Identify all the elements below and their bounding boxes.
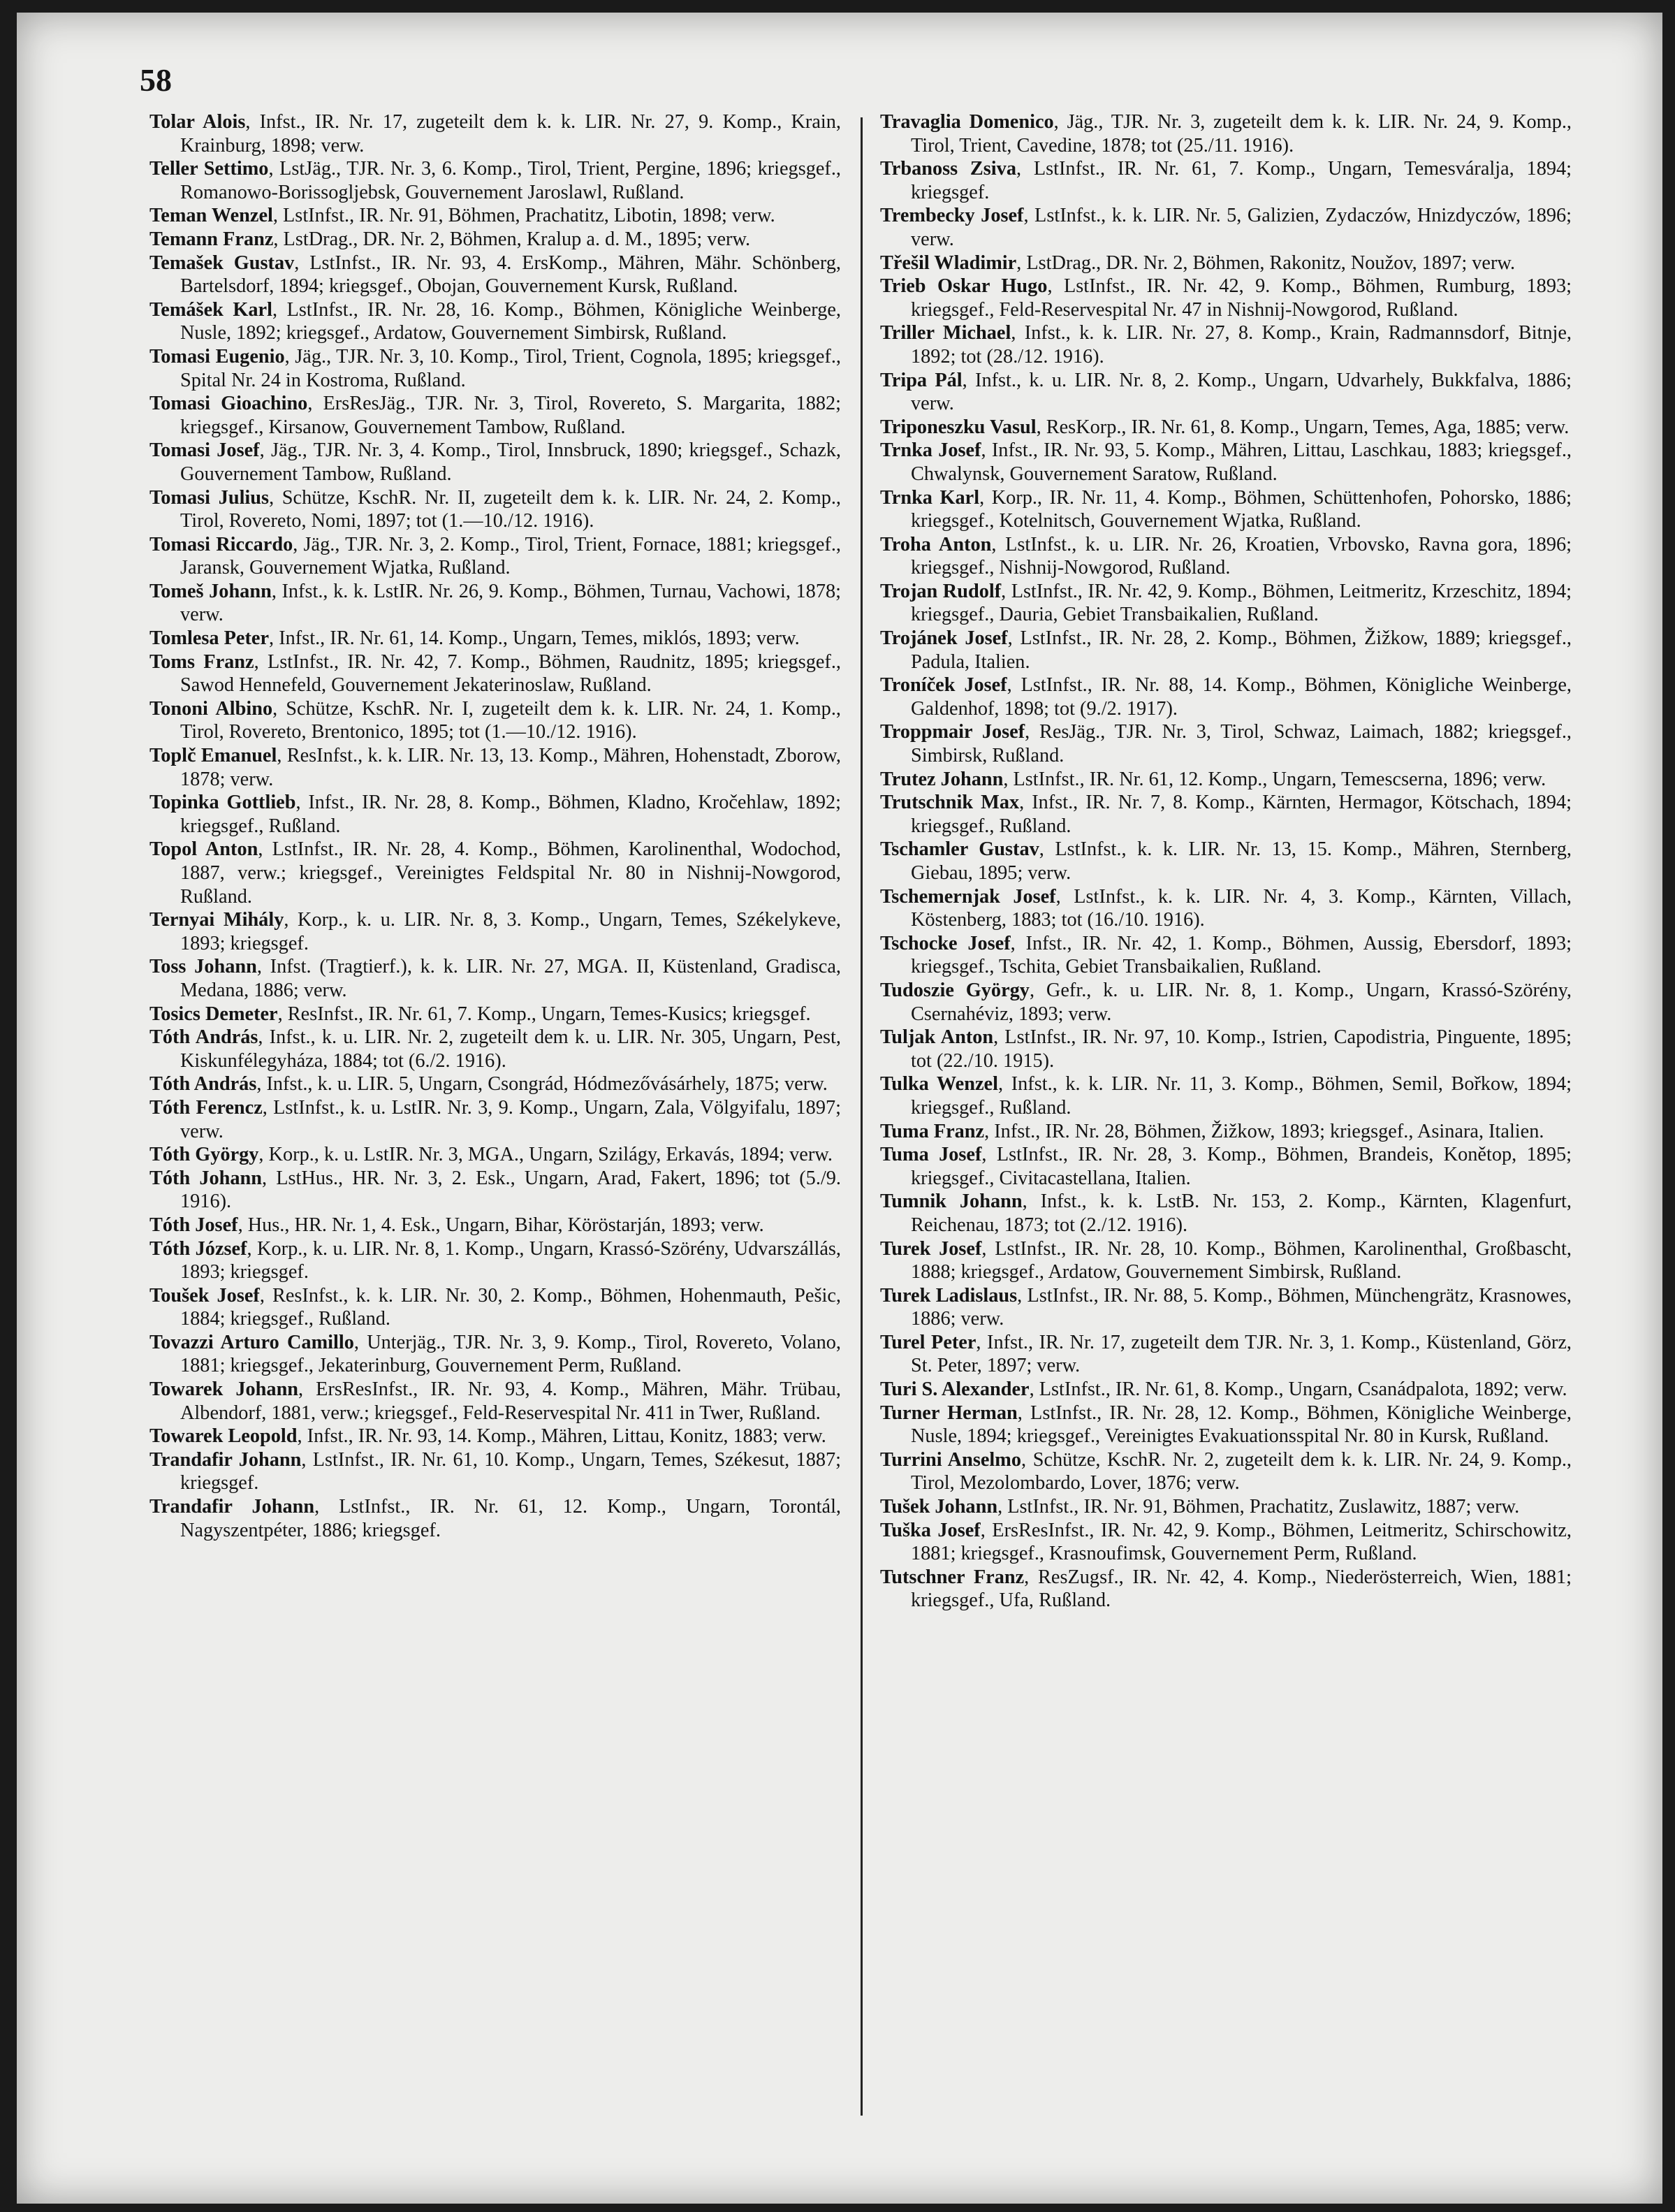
entry-name: Tomeš Johann [149, 580, 272, 602]
entry-name: Tudoszie György [880, 979, 1030, 1001]
entry-name: Tomasi Gioachino [149, 393, 308, 415]
entry-name: Towarek Johann [149, 1378, 299, 1401]
register-entry [880, 416, 1572, 439]
entry-name: Tomasi Josef [149, 439, 260, 462]
entry-name: Tuma Josef [880, 1144, 982, 1166]
entry-details: , LstHus., HR. Nr. 3, 2. Esk., Ungarn, Arad, Fakert, 1896; tot (5./9. 1916). [180, 1167, 841, 1213]
register-entry [149, 650, 841, 697]
register-entry [880, 674, 1572, 720]
entry-name: Trnka Karl [880, 486, 980, 509]
entry-details: , LstInfst., IR. Nr. 28, 10. Komp., Böhmen, Karolinenthal, Großbascht, 1888; kriegsgef., Ardatow, Gouvernement Simbirsk, Rußland. [911, 1237, 1572, 1283]
register-entry [880, 1190, 1572, 1237]
register-entry [880, 252, 1572, 275]
entry-name: Triller Michael [880, 322, 1011, 344]
entry-name: Troha Anton [880, 533, 992, 555]
entry-name: Travaglia Domenico [880, 111, 1054, 133]
entry-name: Tóth Ferencz [149, 1096, 263, 1119]
register-entry [880, 838, 1572, 885]
entry-name: Trbanoss Zsiva [880, 158, 1016, 180]
entry-details: , LstInfst., IR. Nr. 61, 8. Komp., Ungarn, Csanádpalota, 1892; verw. [1029, 1378, 1567, 1401]
entry-name: Topinka Gottlieb [149, 792, 296, 814]
entry-name: Temann Franz [149, 228, 274, 250]
entry-details: , LstInfst., IR. Nr. 88, 14. Komp., Böhmen, Königliche Weinberge, Galdenhof, 1898; tot (9./2. 1917). [911, 674, 1572, 720]
entry-name: Triponeszku Vasul [880, 416, 1037, 438]
register-entry [880, 1284, 1572, 1331]
entry-name: Toušek Josef [149, 1284, 260, 1307]
register-entry [149, 1214, 841, 1237]
register-entry [880, 110, 1572, 157]
entry-name: Trutez Johann [880, 768, 1004, 790]
entry-details: , LstInfst., IR. Nr. 61, 12. Komp., Ungarn, Torontál, Nagyszentpéter, 1886; kriegsgef. [180, 1496, 841, 1541]
entry-name: Tripa Pál [880, 369, 963, 391]
entry-details: , LstInfst., IR. Nr. 28, 3. Komp., Böhmen, Brandeis, Konětop, 1895; kriegsgef., Civitacastellana, Italien. [911, 1144, 1572, 1189]
register-entry [149, 486, 841, 533]
entry-details: , LstInfst., k. u. LIR. Nr. 26, Kroatien, Vrbovsko, Ravna gora, 1896; kriegsgef., Nishnij-Nowgorod, Rußland. [911, 533, 1572, 579]
register-entry [880, 1519, 1572, 1566]
entry-details: , Infst., k. u. LIR. Nr. 8, 2. Komp., Ungarn, Udvarhely, Bukkfalva, 1886; verw. [911, 369, 1572, 415]
register-entry [149, 908, 841, 955]
entry-name: Turek Josef [880, 1237, 982, 1260]
entry-name: Tušek Johann [880, 1496, 998, 1518]
document-page [17, 13, 1662, 2204]
entry-name: Tovazzi Arturo Camillo [149, 1331, 354, 1353]
entry-name: Tuma Franz [880, 1120, 985, 1142]
register-entry [149, 1378, 841, 1425]
entry-details: , Jäg., TJR. Nr. 3, 4. Komp., Tirol, Innsbruck, 1890; kriegsgef., Schazk, Gouvernement Tambow, Rußland. [180, 439, 841, 485]
entry-details: , Infst., IR. Nr. 17, zugeteilt dem k. k. LIR. Nr. 27, 9. Komp., Krain, Krainburg, 1898; verw. [180, 111, 841, 157]
entry-details: , Infst., k. k. LstB. Nr. 153, 2. Komp., Kärnten, Klagenfurt, Reichenau, 1873; tot (2./12. 1916). [911, 1191, 1572, 1236]
entry-name: Tóth András [149, 1026, 258, 1049]
entry-details: , Infst., k. k. LIR. Nr. 11, 3. Komp., Böhmen, Semil, Bořkow, 1894; kriegsgef., Rußland. [911, 1073, 1572, 1119]
entry-name: Tosics Demeter [149, 1003, 278, 1025]
entry-details: , Infst., k. u. LIR. 5, Ungarn, Csongrád, Hódmezővásárhely, 1875; verw. [256, 1073, 828, 1096]
entry-details: , Hus., HR. Nr. 1, 4. Esk., Ungarn, Bihar, Köröstarján, 1893; verw. [237, 1214, 764, 1236]
entry-name: Troppmair Josef [880, 721, 1025, 743]
left-column [149, 110, 841, 1542]
entry-name: Tschamler Gustav [880, 838, 1039, 861]
page-number: 58 [140, 62, 172, 98]
entry-details: , Korp., k. u. LIR. Nr. 8, 1. Komp., Ungarn, Krassó-Szörény, Udvarszállás, 1893; kriegsgef. [180, 1237, 841, 1283]
entry-details: , LstInfst., IR. Nr. 91, Böhmen, Prachatitz, Zuslawitz, 1887; verw. [997, 1496, 1520, 1518]
register-entry [149, 955, 841, 1002]
entry-name: Tutschner Franz [880, 1566, 1025, 1588]
entry-name: Trojan Rudolf [880, 580, 1002, 602]
entry-name: Tolar Alois [149, 111, 246, 133]
entry-details: , LstInfst., IR. Nr. 28, 2. Komp., Böhmen, Žižkow, 1889; kriegsgef., Padula, Italien. [911, 627, 1572, 673]
entry-details: , Korp., k. u. LIR. Nr. 8, 3. Komp., Ungarn, Temes, Székelykeve, 1893; kriegsgef. [180, 909, 841, 954]
entry-details: , LstInfst., IR. Nr. 42, 9. Komp., Böhmen, Rumburg, 1893; kriegsgef., Feld-Reservespital Nr. 47 in Nishnij-Nowgorod, Rußland. [911, 275, 1572, 321]
entry-name: Tóth András [149, 1073, 257, 1096]
entry-details: , ResInfst., IR. Nr. 61, 7. Komp., Ungarn, Temes-Kusics; kriegsgef. [277, 1003, 811, 1025]
entry-details: , ErsResInfst., IR. Nr. 42, 9. Komp., Böhmen, Leitmeritz, Schirschowitz, 1881; kriegsgef., Krasnoufimsk, Gouvernement Perm, Rußland. [911, 1519, 1572, 1565]
entry-details: , LstInfst., IR. Nr. 28, 4. Komp., Böhmen, Karolinenthal, Wodochod, 1887, verw.; kriegsgef., Vereinigtes Feldspital Nr. 80 in Nishnij-Nowgorod, Rußland. [180, 838, 841, 908]
register-entry [880, 1120, 1572, 1144]
entry-name: Ternyai Mihály [149, 909, 284, 931]
entry-details: , LstInfst., k. k. LIR. Nr. 4, 3. Komp., Kärnten, Villach, Köstenberg, 1883; tot (16./10. 1916). [911, 885, 1572, 931]
entry-name: Trojánek Josef [880, 627, 1008, 650]
register-entry [149, 1096, 841, 1143]
register-entry [880, 533, 1572, 580]
entry-details: , Jäg., TJR. Nr. 3, 10. Komp., Tirol, Trient, Cognola, 1895; kriegsgef., Spital Nr. 24 in Kostroma, Rußland. [180, 345, 841, 391]
entry-name: Topol Anton [149, 838, 258, 861]
register-entry [149, 392, 841, 439]
register-entry [880, 1237, 1572, 1284]
register-entry [149, 1495, 841, 1542]
register-entry [880, 1072, 1572, 1119]
register-entry [149, 580, 841, 627]
entry-details: , Infst. (Tragtierf.), k. k. LIR. Nr. 27, MGA. II, Küstenland, Gradisca, Medana, 1886; verw. [180, 956, 842, 1001]
register-entry [149, 345, 841, 392]
entry-details: , LstInfst., k. k. LIR. Nr. 13, 15. Komp., Mähren, Sternberg, Giebau, 1895; verw. [911, 838, 1572, 884]
entry-name: Towarek Leopold [149, 1425, 298, 1448]
entry-details: , Infst., IR. Nr. 61, 14. Komp., Ungarn, Temes, miklós, 1893; verw. [269, 627, 800, 650]
entry-details: , LstInfst., IR. Nr. 91, Böhmen, Prachatitz, Libotin, 1898; verw. [272, 205, 775, 227]
entry-name: Turrini Anselmo [880, 1448, 1022, 1471]
register-entry [880, 1448, 1572, 1495]
column-divider [861, 117, 863, 2116]
entry-name: Tononi Albino [149, 697, 273, 720]
entry-details: , LstInfst., IR. Nr. 42, 7. Komp., Böhmen, Raudnitz, 1895; kriegsgef., Sawod Hennefeld, Gouvernement Jekaterinoslaw, Rußland. [180, 650, 842, 697]
entry-details: , LstInfst., IR. Nr. 61, 10. Komp., Ungarn, Temes, Székesut, 1887; kriegsgef. [180, 1448, 841, 1494]
entry-details: , LstJäg., TJR. Nr. 3, 6. Komp., Tirol, Trient, Pergine, 1896; kriegsgef., Romanowo-Borissoglјebsk, Gouvernement Jaroslawl, Rußland. [180, 158, 842, 203]
entry-details: , LstInfst., k. u. LstIR. Nr. 3, 9. Komp., Ungarn, Zala, Völgyifalu, 1897; verw. [180, 1096, 841, 1142]
register-entry [880, 627, 1572, 674]
register-entry [880, 275, 1572, 321]
entry-details: , Korp., IR. Nr. 11, 4. Komp., Böhmen, Schüttenhofen, Pohorsko, 1886; kriegsgef., Kotelnitsch, Gouvernement Wjatka, Rußland. [911, 486, 1572, 532]
entry-details: , Infst., k. k. LstIR. Nr. 26, 9. Komp., Böhmen, Turnau, Vachowi, 1878; verw. [180, 580, 841, 626]
entry-name: Tulka Wenzel [880, 1073, 998, 1096]
register-entry [880, 979, 1572, 1026]
register-entry [880, 885, 1572, 932]
entry-name: Teman Wenzel [149, 205, 273, 227]
entry-name: Turi S. Alexander [880, 1378, 1030, 1401]
entry-name: Třešil Wladimir [880, 252, 1017, 274]
entry-name: Tóth György [149, 1144, 259, 1166]
register-entry [880, 1402, 1572, 1448]
entry-details: , ResZugsf., IR. Nr. 42, 4. Komp., Niederösterreich, Wien, 1881; kriegsgef., Ufa, Rußland. [911, 1566, 1572, 1612]
entry-name: Teller Settimo [149, 158, 269, 180]
entry-details: , LstInfst., IR. Nr. 97, 10. Komp., Istrien, Capodistria, Pinguente, 1895; tot (22./10. 1915). [911, 1026, 1572, 1072]
entry-details: , Jäg., TJR. Nr. 3, 2. Komp., Tirol, Trient, Fornace, 1881; kriegsgef., Jaransk, Gouvernement Wjatka, Rußland. [180, 533, 841, 579]
register-entry [149, 110, 841, 157]
entry-details: , Infst., IR. Nr. 17, zugeteilt dem TJR. Nr. 3, 1. Komp., Küstenland, Görz, St. Peter, 1897; verw. [911, 1331, 1572, 1377]
entry-details: , Infst., IR. Nr. 42, 1. Komp., Böhmen, Aussig, Ebersdorf, 1893; kriegsgef., Tschita, Gebiet Transbaikalien, Rußland. [911, 932, 1572, 978]
entry-name: Tschemernjak Josef [880, 885, 1056, 908]
entry-details: , LstInfst., IR. Nr. 61, 7. Komp., Ungarn, Temesváralja, 1894; kriegsgef. [911, 158, 1572, 203]
register-entry [880, 321, 1572, 368]
entry-details: , LstInfst., IR. Nr. 93, 4. ErsKomp., Mähren, Mähr. Schönberg, Bartelsdorf, 1894; kriegsgef., Obojan, Gouvernement Kursk, Rußland. [180, 252, 842, 298]
entry-name: Turel Peter [880, 1331, 977, 1353]
register-entry [149, 252, 841, 298]
entry-name: Trandafir Johann [149, 1448, 302, 1471]
register-entry [880, 1378, 1572, 1402]
entry-details: , Schütze, KschR. Nr. I, zugeteilt dem k. k. LIR. Nr. 24, 1. Komp., Tirol, Rovereto, Brentonico, 1895; tot (1.—10./12. 1916). [180, 697, 841, 743]
entry-details: , LstInfst., k. k. LIR. Nr. 5, Galizien, Zydaczów, Hnizdyczów, 1896; verw. [911, 205, 1572, 250]
entry-details: , ResInfst., k. k. LIR. Nr. 13, 13. Komp., Mähren, Hohenstadt, Zborow, 1878; verw. [180, 745, 841, 790]
register-entry [149, 1237, 841, 1284]
entry-name: Toss Johann [149, 956, 257, 978]
entry-name: Tuška Josef [880, 1519, 981, 1541]
register-entry [880, 768, 1572, 792]
register-entry [149, 1331, 841, 1378]
register-entry [149, 1284, 841, 1331]
entry-name: Trandafir Johann [149, 1496, 315, 1518]
register-entry [880, 932, 1572, 979]
register-entry [880, 1495, 1572, 1519]
entry-name: Turner Herman [880, 1402, 1018, 1424]
entry-name: Tóth Josef [149, 1214, 238, 1236]
register-entry [880, 486, 1572, 533]
entry-name: Troníček Josef [880, 674, 1007, 697]
entry-details: , Gefr., k. u. LIR. Nr. 8, 1. Komp., Ungarn, Krassó-Szörény, Csernahéviz, 1893; verw. [911, 979, 1572, 1025]
entry-details: , Schütze, KschR. Nr. 2, zugeteilt dem k. k. LIR. Nr. 24, 9. Komp., Tirol, Mezolombardo, Lover, 1876; verw. [911, 1448, 1572, 1494]
register-entry [880, 1026, 1572, 1072]
entry-details: , Infst., IR. Nr. 28, Böhmen, Žižkow, 1893; kriegsgef., Asinara, Italien. [984, 1120, 1544, 1142]
register-entry [149, 744, 841, 791]
entry-name: Trieb Oskar Hugo [880, 275, 1048, 298]
entry-name: Tomasi Julius [149, 486, 270, 509]
register-entry [149, 1026, 841, 1072]
entry-details: , LstInfst., IR. Nr. 88, 5. Komp., Böhmen, Münchengrätz, Krasnowes, 1886; verw. [911, 1284, 1572, 1330]
register-entry [880, 1331, 1572, 1378]
register-entry [149, 1003, 841, 1026]
entry-details: , Infst., IR. Nr. 7, 8. Komp., Kärnten, Hermagor, Kötschach, 1894; kriegsgef., Rußland. [911, 792, 1572, 837]
register-entry [149, 627, 841, 650]
register-entry [149, 298, 841, 345]
entry-name: Tuljak Anton [880, 1026, 994, 1049]
entry-name: Tóth József [149, 1237, 247, 1260]
entry-name: Turek Ladislaus [880, 1284, 1018, 1307]
entry-name: Tóth Johann [149, 1167, 262, 1189]
entry-details: , Infst., IR. Nr. 93, 14. Komp., Mähren, Littau, Konitz, 1883; verw. [297, 1425, 826, 1448]
entry-details: , LstInfst., IR. Nr. 42, 9. Komp., Böhmen, Leitmeritz, Krzeschitz, 1894; kriegsgef., Dauria, Gebiet Transbaikalien, Rußland. [911, 580, 1572, 626]
entry-details: , Infst., k. k. LIR. Nr. 27, 8. Komp., Krain, Radmannsdorf, Bitnje, 1892; tot (28./12. 1916). [911, 322, 1572, 368]
entry-details: , Unterjäg., TJR. Nr. 3, 9. Komp., Tirol, Rovereto, Volano, 1881; kriegsgef., Jekaterinburg, Gouvernement Perm, Rußland. [180, 1331, 841, 1377]
entry-name: Tumnik Johann [880, 1191, 1023, 1213]
entry-name: Temášek Karl [149, 298, 272, 321]
entry-name: Tomasi Riccardo [149, 533, 293, 555]
entry-name: Trembecky Josef [880, 205, 1024, 227]
register-entry [149, 1425, 841, 1448]
entry-details: , ErsResJäg., TJR. Nr. 3, Tirol, Rovereto, S. Margarita, 1882; kriegsgef., Kirsanow, Gouvernement Tambow, Rußland. [180, 393, 842, 438]
register-entry [880, 791, 1572, 838]
register-entry [880, 1566, 1572, 1613]
register-entry [149, 439, 841, 486]
entry-name: Trnka Josef [880, 439, 981, 462]
register-entry [149, 533, 841, 580]
register-entry [149, 791, 841, 838]
entry-details: , Infst., IR. Nr. 93, 5. Komp., Mähren, Littau, Laschkau, 1883; kriegsgef., Chwalynsk, Gouvernement Saratow, Rußland. [911, 439, 1572, 485]
register-entry [149, 228, 841, 252]
register-entry [880, 439, 1572, 486]
entry-details: , ResJäg., TJR. Nr. 3, Tirol, Schwaz, Laimach, 1882; kriegsgef., Simbirsk, Rußland. [911, 721, 1572, 767]
entry-name: Tomasi Eugenio [149, 345, 285, 368]
register-entry [149, 697, 841, 744]
register-entry [880, 204, 1572, 251]
entry-name: Toms Franz [149, 650, 254, 673]
register-entry [149, 1072, 841, 1096]
register-entry [149, 157, 841, 204]
right-column [880, 110, 1572, 1613]
entry-details: , Jäg., TJR. Nr. 3, zugeteilt dem k. k. LIR. Nr. 24, 9. Komp., Tirol, Trient, Cavedine, 1878; tot (25./11. 1916). [911, 111, 1572, 157]
entry-name: Tomlesa Peter [149, 627, 270, 650]
entry-name: Trutschnik Max [880, 792, 1020, 814]
register-entry [149, 1143, 841, 1167]
entry-details: , Infst., k. u. LIR. Nr. 2, zugeteilt dem k. u. LIR. Nr. 305, Ungarn, Pest, Kiskunfélegyháza, 1884; tot (6./2. 1916). [180, 1026, 841, 1072]
entry-details: , ErsResInfst., IR. Nr. 93, 4. Komp., Mähren, Mähr. Trübau, Albendorf, 1881, verw.; kriegsgef., Feld-Reservespital Nr. 411 in Twer, Rußland. [180, 1378, 841, 1424]
entry-details: , Korp., k. u. LstIR. Nr. 3, MGA., Ungarn, Szilágy, Erkavás, 1894; verw. [258, 1144, 833, 1166]
entry-details: , LstDrag., DR. Nr. 2, Böhmen, Kralup a. d. M., 1895; verw. [273, 228, 751, 250]
register-entry [149, 1167, 841, 1214]
entry-name: Temašek Gustav [149, 252, 295, 274]
entry-details: , Infst., IR. Nr. 28, 8. Komp., Böhmen, Kladno, Kročehlaw, 1892; kriegsgef., Rußland. [180, 792, 841, 837]
entry-details: , LstInfst., IR. Nr. 28, 16. Komp., Böhmen, Königliche Weinberge, Nusle, 1892; kriegsgef., Ardatow, Gouvernement Simbirsk, Rußland. [180, 298, 841, 344]
entry-details: , Schütze, KschR. Nr. II, zugeteilt dem k. k. LIR. Nr. 24, 2. Komp., Tirol, Rovereto, Nomi, 1897; tot (1.—10./12. 1916). [180, 486, 842, 532]
register-entry [880, 580, 1572, 627]
entry-details: , LstInfst., IR. Nr. 61, 12. Komp., Ungarn, Temescserna, 1896; verw. [1003, 768, 1546, 790]
entry-name: Toplč Emanuel [149, 745, 277, 767]
register-entry [880, 1143, 1572, 1190]
entry-details: , LstInfst., IR. Nr. 28, 12. Komp., Böhmen, Königliche Weinberge, Nusle, 1894; kriegsgef., Vereinigtes Evakuationsspital Nr. 80 in Kursk, Rußland. [911, 1402, 1572, 1448]
register-entry [880, 157, 1572, 204]
entry-name: Tschocke Josef [880, 932, 1011, 954]
register-entry [149, 838, 841, 908]
register-entry [149, 1448, 841, 1495]
register-entry [149, 204, 841, 228]
register-entry [880, 720, 1572, 767]
entry-details: , LstDrag., DR. Nr. 2, Böhmen, Rakonitz, Noužov, 1897; verw. [1016, 252, 1516, 274]
register-entry [880, 369, 1572, 416]
entry-details: , ResKorp., IR. Nr. 61, 8. Komp., Ungarn, Temes, Aga, 1885; verw. [1036, 416, 1570, 438]
entry-details: , ResInfst., k. k. LIR. Nr. 30, 2. Komp., Böhmen, Hohenmauth, Pešic, 1884; kriegsgef., Rußland. [180, 1284, 841, 1330]
